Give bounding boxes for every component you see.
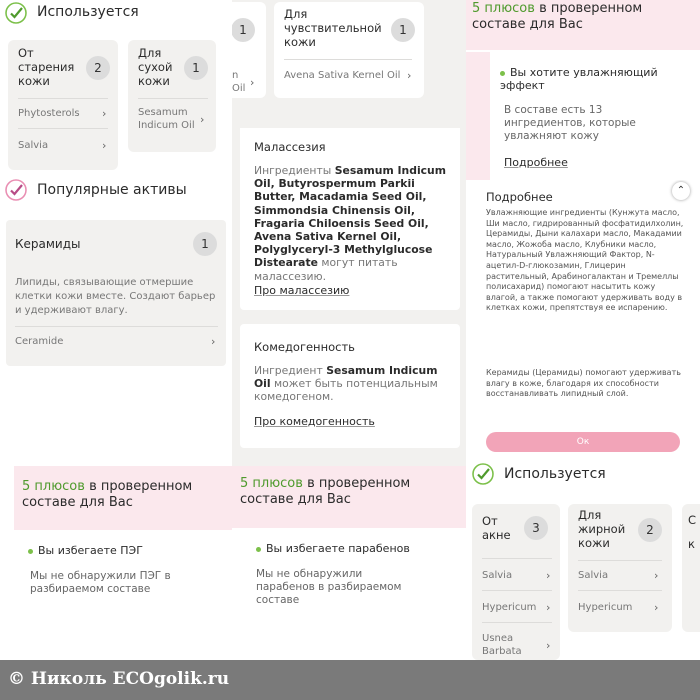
section-title-popular: Популярные активы bbox=[37, 182, 187, 198]
chevron-right-icon: › bbox=[250, 76, 255, 89]
malassezia-text: Ингредиенты Sesamum Indicum Oil, Butyrospermum Parkii Butter, Macadamia Seed Oil, Simmondsia Chinensis Oil, Fragaria Chiloensis Seed Oil, Avena Sativa Kernel Oil, Polyglyceryl-3 Methylglucose Distearate могут питать малассезию. bbox=[254, 164, 446, 283]
panel-cautions bbox=[232, 128, 466, 468]
ingredient-link[interactable]: Hypericum bbox=[578, 602, 633, 613]
pluses-title: 5 плюсов в проверенном составе для Вас bbox=[22, 479, 193, 510]
chevron-right-icon: › bbox=[546, 569, 551, 582]
card-title: Для сухой кожи bbox=[138, 46, 173, 88]
watermark-text: © Николь ECOgolik.ru bbox=[8, 669, 230, 689]
popup-paragraph-2: Керамиды (Церамиды) помогают удерживать влагу в коже, благодаря их способности восстанавливать липидный слой. bbox=[486, 368, 681, 399]
arrow-up-icon: ⌃ bbox=[676, 185, 686, 196]
popup-paragraph-1: Увлажняющие ингредиенты (Кунжута масло, Ши масло, гидрированный фосфатидилхолин, Церамиды, Дыни калахари масло, Макадамии масло, Жожоба масло, Клубники масло, Натуральный Увлажняющий Фактор, N-ацетил-D-глюкозамин, Глицерин растительный, Арабиногалактан и Тремеллы полисахарид) помогают насытить кожу влагой, а также помогают удерживать воду в клетках кожи, препятствуя ее испарению. bbox=[486, 208, 684, 313]
chevron-right-icon: › bbox=[407, 69, 412, 82]
ingredient-link[interactable]: Salvia bbox=[578, 570, 609, 581]
category-card-acne[interactable] bbox=[472, 504, 560, 660]
divider bbox=[18, 98, 108, 99]
card-title: Керамиды bbox=[15, 237, 81, 251]
count-badge: 2 bbox=[86, 56, 110, 80]
bullet-dot bbox=[500, 71, 505, 76]
pluses-title: 5 плюсов в проверенном составе для Вас bbox=[472, 1, 643, 32]
chevron-right-icon: › bbox=[654, 569, 659, 582]
category-card-partial[interactable] bbox=[232, 2, 266, 98]
category-card-anti-aging[interactable] bbox=[8, 40, 118, 170]
check-circle-icon bbox=[5, 2, 27, 24]
divider bbox=[578, 560, 662, 561]
category-card-sensitive-skin[interactable] bbox=[274, 2, 424, 98]
category-card-dry-skin[interactable] bbox=[128, 40, 216, 152]
count-badge: 1 bbox=[184, 56, 208, 80]
panel-pluses-parabens bbox=[232, 466, 466, 660]
count-badge: 1 bbox=[193, 232, 217, 256]
plus-point: Вы избегаете ПЭГ bbox=[28, 544, 143, 557]
panel-pluses-peg bbox=[0, 466, 232, 660]
scroll-up-button[interactable] bbox=[672, 182, 690, 200]
pluses-title: 5 плюсов в проверенном составе для Вас bbox=[240, 476, 411, 507]
ingredient-link[interactable]: Salvia bbox=[18, 140, 49, 151]
bullet-dot bbox=[256, 547, 261, 552]
category-card-oily-skin[interactable] bbox=[568, 504, 672, 632]
divider bbox=[15, 326, 218, 327]
comedogenic-text: Ингредиент Sesamum Indicum Oil может быть потенциальным комедогеном. bbox=[254, 364, 438, 404]
plus-card-peg bbox=[14, 530, 224, 660]
chevron-right-icon: › bbox=[546, 639, 551, 652]
chevron-right-icon: › bbox=[211, 335, 216, 348]
chevron-right-icon: › bbox=[654, 601, 659, 614]
panel-used-bottom-right bbox=[466, 460, 700, 660]
count-badge: 1 bbox=[232, 18, 255, 42]
ingredient-fragment: n bbox=[232, 70, 239, 81]
ingredient-link[interactable]: Ceramide bbox=[15, 336, 64, 347]
ingredient-link[interactable]: Sesamum Indicum Oil bbox=[138, 107, 195, 131]
ingredient-fragment: Oil bbox=[232, 83, 246, 94]
count-badge: 1 bbox=[391, 18, 415, 42]
chevron-right-icon: › bbox=[546, 601, 551, 614]
chevron-right-icon: › bbox=[102, 139, 107, 152]
popup-overlay-left bbox=[466, 52, 490, 180]
section-title-used: Используется bbox=[37, 4, 139, 20]
plus-point: Вы хотите увлажняющий эффект bbox=[500, 66, 658, 92]
card-title: Комедогенность bbox=[254, 340, 355, 354]
comedogenic-link[interactable]: Про комедогенность bbox=[254, 415, 375, 428]
card-title-fragment: С к bbox=[688, 513, 697, 551]
plus-description: Мы не обнаружили парабенов в разбираемом составе bbox=[256, 568, 402, 606]
details-popup bbox=[480, 180, 696, 460]
divider bbox=[482, 590, 552, 591]
card-title: Для жирной кожи bbox=[578, 508, 626, 550]
ok-button[interactable] bbox=[486, 432, 680, 452]
check-circle-icon bbox=[472, 463, 494, 485]
active-description: Липиды, связывающие отмершие клетки кожи вместе. Создают барьер и удерживают влагу. bbox=[15, 277, 216, 316]
malassezia-link[interactable]: Про малассезию bbox=[254, 284, 350, 297]
divider bbox=[18, 128, 108, 129]
plus-description: Мы не обнаружили ПЭГ в разбираемом составе bbox=[30, 570, 171, 595]
check-circle-icon bbox=[5, 179, 27, 201]
divider bbox=[578, 590, 662, 591]
chevron-right-icon: › bbox=[200, 113, 205, 126]
card-title: От старения кожи bbox=[18, 46, 75, 88]
ingredient-link[interactable]: Salvia bbox=[482, 570, 513, 581]
ingredient-link[interactable]: Hypericum bbox=[482, 602, 537, 613]
ingredient-link[interactable]: Phytosterols bbox=[18, 108, 80, 119]
ingredient-link[interactable]: Usnea Barbata bbox=[482, 633, 522, 657]
card-title: Малассезия bbox=[254, 140, 326, 154]
panel-categories-top-middle bbox=[232, 0, 466, 128]
plus-point: Вы избегаете парабенов bbox=[256, 542, 410, 555]
card-title: Для чувствительной кожи bbox=[284, 7, 382, 49]
divider bbox=[482, 622, 552, 623]
more-link[interactable]: Подробнее bbox=[504, 156, 568, 169]
divider bbox=[482, 558, 552, 559]
category-card-partial-right[interactable] bbox=[682, 504, 700, 632]
plus-description: В составе есть 13 ингредиентов, которые увлажняют кожу bbox=[504, 104, 636, 142]
panel-used-top-left bbox=[0, 0, 232, 176]
ok-button-label: Ок bbox=[576, 437, 590, 447]
malassezia-card bbox=[240, 128, 460, 310]
divider bbox=[284, 59, 412, 60]
plus-card-moisturizing bbox=[490, 52, 696, 180]
popup-title: Подробнее bbox=[486, 190, 553, 204]
divider bbox=[138, 98, 208, 99]
count-badge: 2 bbox=[638, 518, 662, 542]
watermark-bar bbox=[0, 660, 700, 700]
count-badge: 3 bbox=[524, 516, 548, 540]
panel-pluses-popup bbox=[466, 0, 700, 460]
comedogenic-card bbox=[240, 324, 460, 448]
card-title: От акне bbox=[482, 514, 511, 542]
plus-card-parabens bbox=[242, 528, 456, 660]
chevron-right-icon: › bbox=[102, 107, 107, 120]
panel-popular-actives bbox=[0, 176, 232, 466]
section-title-used: Используется bbox=[504, 466, 606, 482]
bullet-dot bbox=[28, 549, 33, 554]
ingredient-link[interactable]: Avena Sativa Kernel Oil bbox=[284, 70, 401, 81]
active-card-ceramides[interactable] bbox=[6, 220, 226, 366]
